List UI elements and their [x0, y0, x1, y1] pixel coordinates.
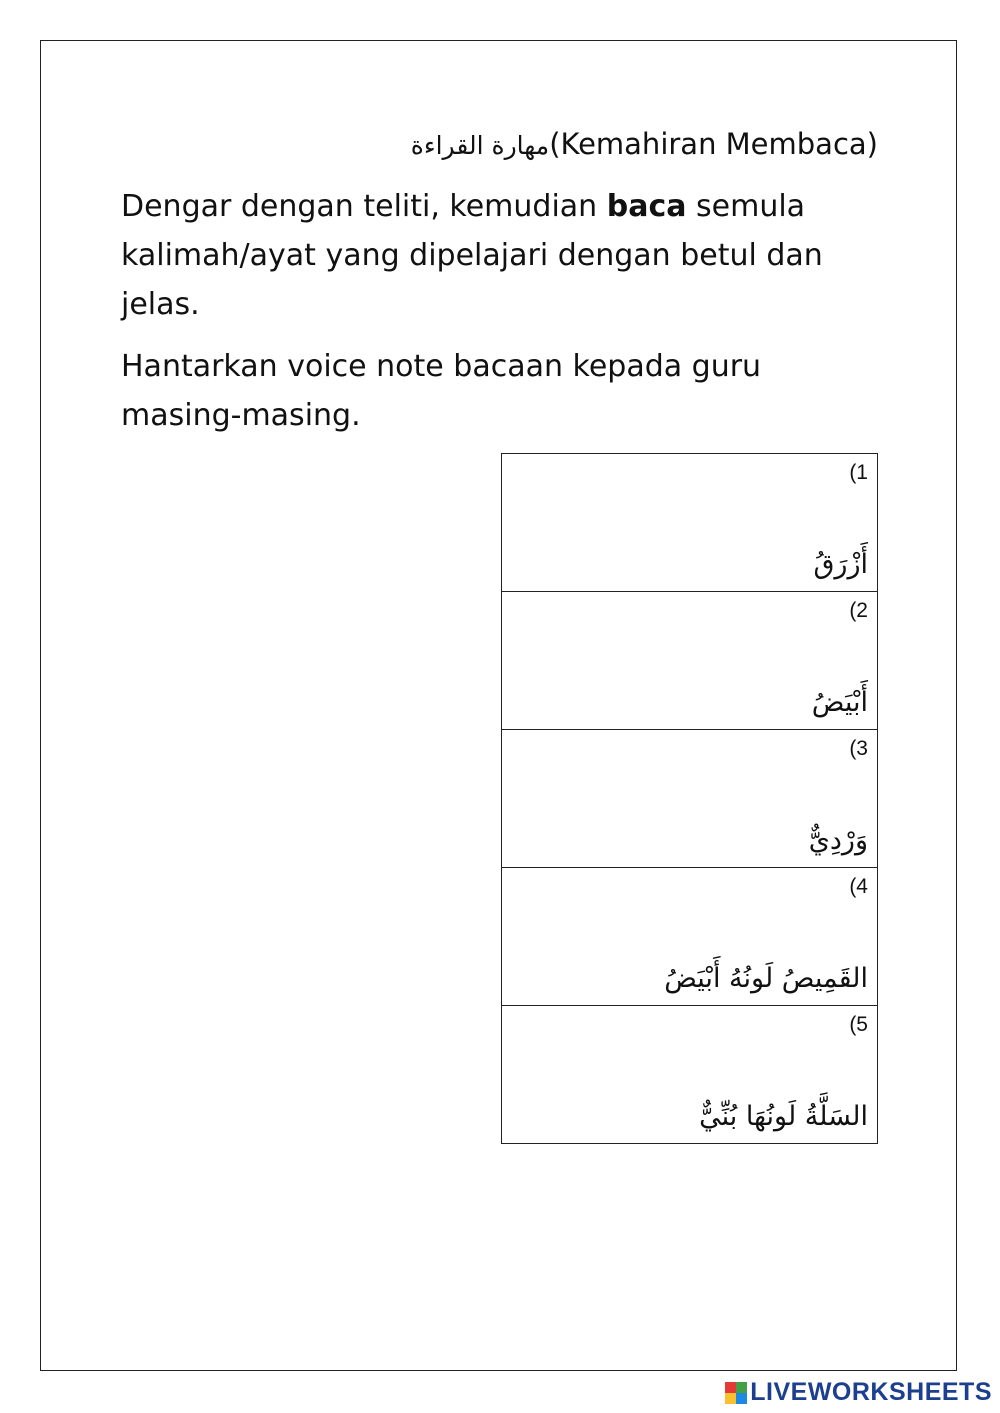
item-number: (1 — [849, 461, 868, 484]
item-arabic-text: وَرْدِيٌّ — [808, 825, 868, 856]
reading-item-3[interactable] — [502, 730, 878, 868]
item-number: (5 — [849, 1013, 868, 1036]
item-arabic-text: السَلَّةُ لَونُهَا بُنِّيٌّ — [699, 1101, 868, 1132]
reading-item-5[interactable] — [502, 1006, 878, 1144]
instruction-listen-read — [121, 182, 881, 329]
reading-item-2[interactable] — [502, 592, 878, 730]
item-arabic-text: أَبْيَضُ — [811, 687, 868, 718]
table-row — [502, 1006, 878, 1144]
item-arabic-text: القَمِيصُ لَونُهُ أَبْيَضُ — [664, 963, 868, 994]
liveworksheets-logo-icon — [725, 1382, 747, 1404]
item-number: (2 — [849, 599, 868, 622]
table-row — [502, 592, 878, 730]
logo-square-green — [736, 1382, 747, 1393]
reading-items-table — [501, 453, 878, 1144]
table-row — [502, 454, 878, 592]
table-row — [502, 868, 878, 1006]
heading-arabic: مهارة القراءة — [410, 131, 550, 160]
item-number: (4 — [849, 875, 868, 898]
item-number: (3 — [849, 737, 868, 760]
logo-square-yellow — [725, 1393, 736, 1404]
instruction-text-start: Dengar dengan teliti, kemudian — [121, 189, 607, 224]
logo-square-blue — [736, 1393, 747, 1404]
instruction-voice-note: Hantarkan voice note bacaan kepada guru masing-masing. — [121, 349, 762, 433]
item-arabic-text: أَزْرَقُ — [813, 549, 868, 580]
reading-item-1[interactable] — [502, 454, 878, 592]
reading-item-4[interactable] — [502, 868, 878, 1006]
logo-square-red — [725, 1382, 736, 1393]
table-row — [502, 730, 878, 868]
instruction-bold-word: baca — [606, 189, 687, 224]
liveworksheets-brand[interactable] — [725, 1378, 992, 1407]
brand-name: LIVEWORKSHEETS — [750, 1378, 992, 1406]
heading-latin: (Kemahiran Membaca) — [549, 127, 878, 161]
instruction-text-end: semula kalimah/ayat yang dipelajari dengan betul dan jelas. — [121, 189, 823, 322]
worksheet-heading — [411, 122, 878, 168]
